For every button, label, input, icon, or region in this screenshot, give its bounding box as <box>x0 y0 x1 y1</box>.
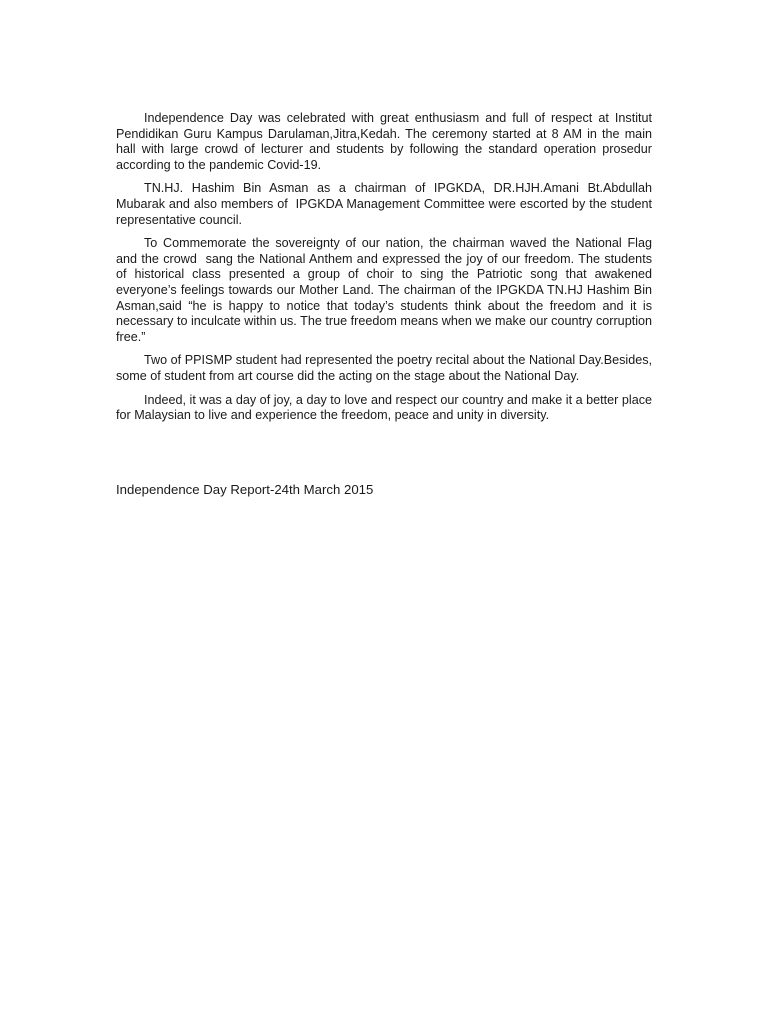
report-caption: Independence Day Report-24th March 2015 <box>116 482 374 497</box>
report-body <box>116 111 659 432</box>
paragraph-poetry-and-acting: Two of PPISMP student had represented the poetry recital about the National Day.Besides, some of student from art course did the acting on the stage about the National Day. <box>116 353 656 383</box>
paragraph-guests: TN.HJ. Hashim Bin Asman as a chairman of IPGKDA, DR.HJH.Amani Bt.Abdullah Mubarak and also members of IPGKDA Management Committee were escorted by the student representative council. <box>116 181 656 227</box>
paragraph-flag-and-anthem: To Commemorate the sovereignty of our nation, the chairman waved the National Flag and the crowd sang the National Anthem and expressed the joy of our freedom. The students of historical class presented a group of choir to sing the Patriotic song that awakened everyone’s feelings towards our Mother Land. The chairman of the IPGKDA TN.HJ Hashim Bin Asman,said “he is happy to notice that today’s students think about the freedom and it is necessary to inculcate within us. The true freedom means when we make our country corruption free.” <box>116 236 659 344</box>
paragraph-conclusion: Indeed, it was a day of joy, a day to love and respect our country and make it a better place for Malaysian to live and experience the freedom, peace and unity in diversity. <box>116 392 656 423</box>
paragraph-ceremony-intro: Independence Day was celebrated with great enthusiasm and full of respect at Institut Pendidikan Guru Kampus Darulaman,Jitra,Kedah. The ceremony started at 8 AM in the main hall with large crowd of lecturer and students by following the standard operation prosedur according to the pandemic Covid-19. <box>116 111 656 172</box>
